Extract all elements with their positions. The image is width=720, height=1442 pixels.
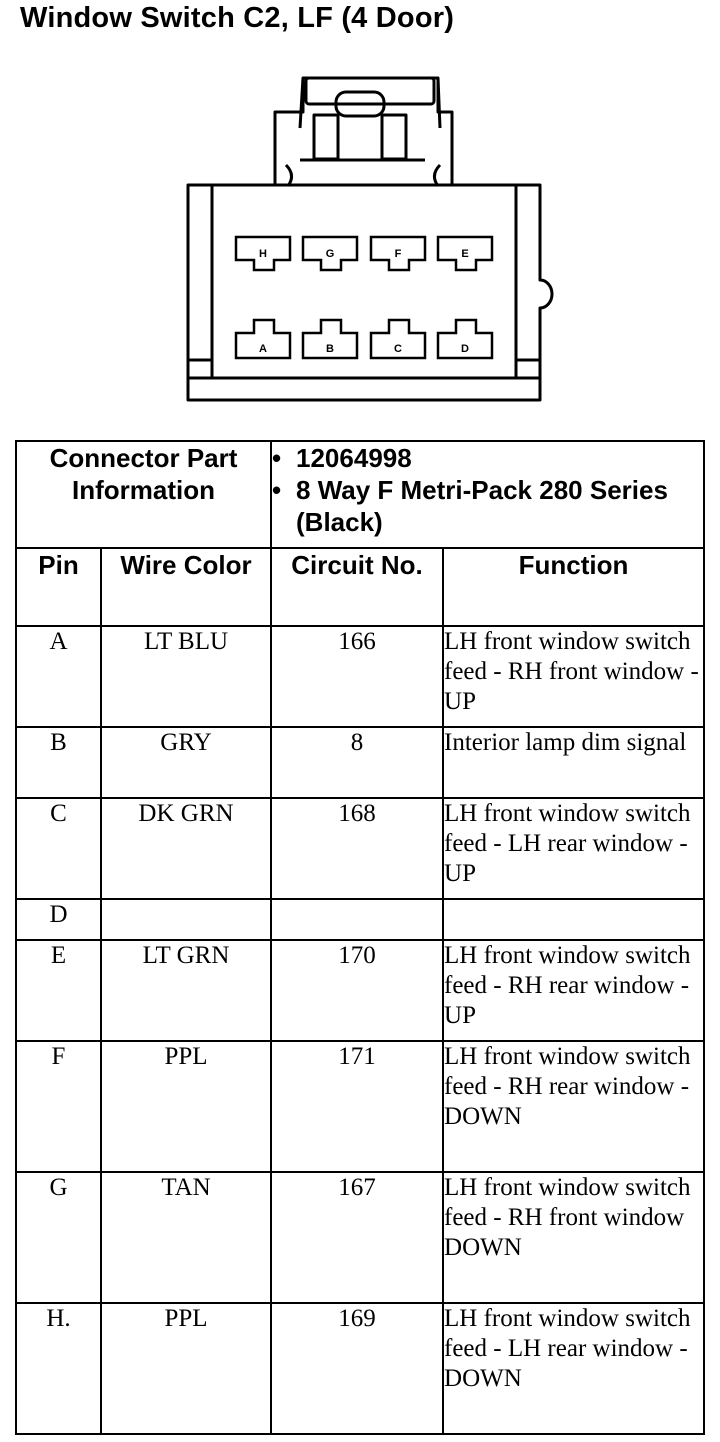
circuit-cell: 170 (271, 940, 443, 1041)
part-info-item: • 8 Way F Metri-Pack 280 Series (Black) (272, 474, 703, 538)
cavity-d (438, 320, 492, 358)
part-number: 12064998 (296, 443, 412, 473)
cavity-label-f: F (394, 248, 402, 260)
function-cell: Interior lamp dim signal (443, 727, 704, 798)
function-cell: LH front window switch feed - LH rear window - DOWN (443, 1303, 704, 1434)
wire-color-cell (101, 899, 271, 940)
function-cell: LH front window switch feed - RH rear window - UP (443, 940, 704, 1041)
column-header-wire-color: Wire Color (101, 548, 271, 626)
wire-color-cell: TAN (101, 1172, 271, 1303)
part-info-label: Connector Part Information (16, 441, 271, 548)
cavity-g (303, 237, 357, 270)
function-cell: LH front window switch feed - RH front window DOWN (443, 1172, 704, 1303)
table-row (16, 940, 704, 1041)
function-cell (443, 899, 704, 940)
wire-color-cell: DK GRN (101, 798, 271, 899)
cavity-e (438, 237, 492, 270)
table-row (16, 1303, 704, 1434)
pinout-table (15, 440, 705, 1435)
pin-cell: B (16, 727, 101, 798)
table-row (16, 1041, 704, 1172)
function-cell: LH front window switch feed - RH front window - UP (443, 626, 704, 727)
page-title: Window Switch C2, LF (4 Door) (20, 2, 455, 34)
circuit-cell (271, 899, 443, 940)
column-header-row (16, 548, 704, 626)
circuit-cell: 167 (271, 1172, 443, 1303)
cavity-c (371, 320, 425, 358)
cavity-h (236, 237, 290, 270)
column-header-function: Function (443, 548, 704, 626)
cavity-label-b: B (326, 343, 334, 355)
wire-color-cell: PPL (101, 1303, 271, 1434)
pin-cell: G (16, 1172, 101, 1303)
pin-cell: A (16, 626, 101, 727)
column-header-circuit: Circuit No. (271, 548, 443, 626)
pin-cell: D (16, 899, 101, 940)
table-row (16, 1172, 704, 1303)
part-info-values (271, 441, 704, 548)
circuit-cell: 169 (271, 1303, 443, 1434)
cavity-b (303, 320, 357, 358)
table-row (16, 626, 704, 727)
table-row (16, 899, 704, 940)
cavity-label-g: G (325, 248, 335, 260)
pin-cell: H. (16, 1303, 101, 1434)
wire-color-cell: GRY (101, 727, 271, 798)
cavity-label-h: H (259, 248, 267, 260)
cavity-label-a: A (259, 343, 267, 355)
pin-cell: F (16, 1041, 101, 1172)
wire-color-cell: LT GRN (101, 940, 271, 1041)
connector-type: 8 Way F Metri-Pack 280 Series (Black) (296, 475, 668, 537)
connector-body (188, 185, 552, 400)
cavity-label-e: E (461, 248, 469, 260)
table-row (16, 727, 704, 798)
cavity-a (236, 320, 290, 358)
circuit-cell: 168 (271, 798, 443, 899)
connector-diagram (0, 0, 720, 440)
part-info-row (16, 441, 704, 548)
cavity-f (371, 237, 425, 270)
pin-cell: E (16, 940, 101, 1041)
circuit-cell: 171 (271, 1041, 443, 1172)
circuit-cell: 8 (271, 727, 443, 798)
wire-color-cell: LT BLU (101, 626, 271, 727)
cavity-label-d: D (461, 343, 469, 355)
cavity-label-c: C (394, 343, 402, 355)
wire-color-cell: PPL (101, 1041, 271, 1172)
column-header-pin: Pin (16, 548, 101, 626)
function-cell: LH front window switch feed - LH rear window - UP (443, 798, 704, 899)
connector-latch (275, 78, 452, 186)
circuit-cell: 166 (271, 626, 443, 727)
pin-cell: C (16, 798, 101, 899)
part-info-item: • 12064998 (272, 443, 412, 473)
function-cell: LH front window switch feed - RH rear window - DOWN (443, 1041, 704, 1172)
table-row (16, 798, 704, 899)
